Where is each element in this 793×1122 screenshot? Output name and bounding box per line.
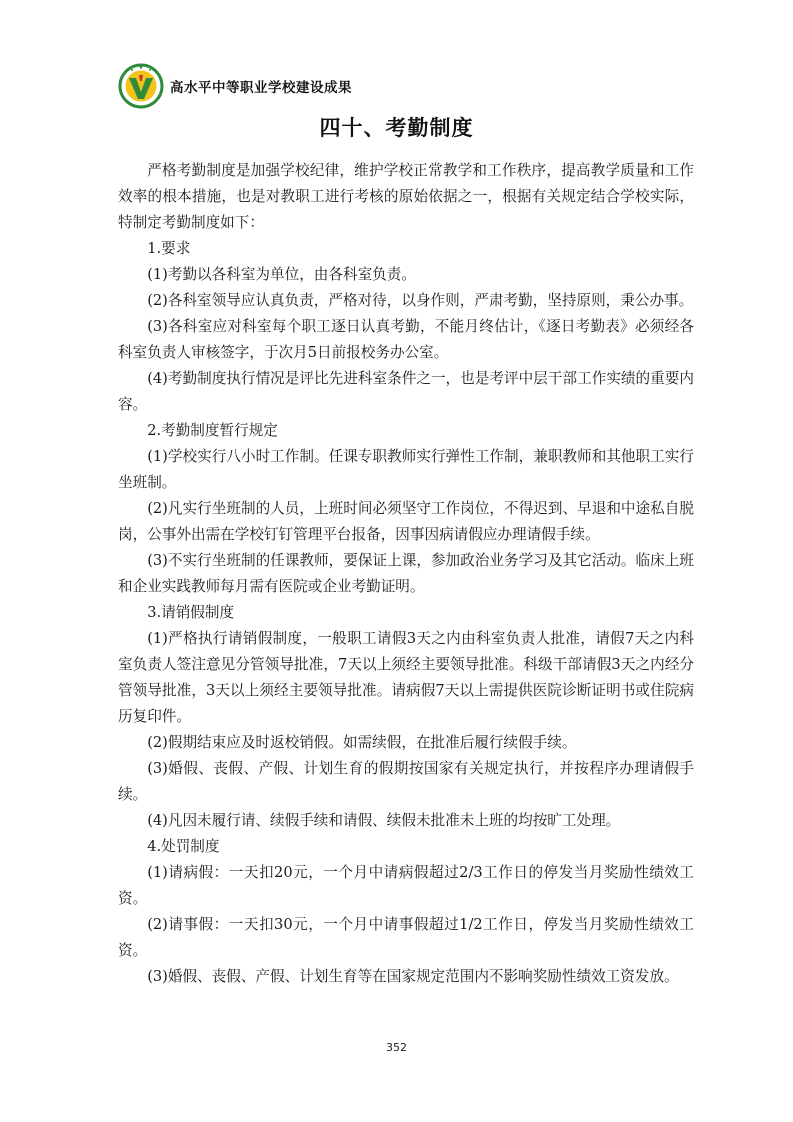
paragraph: (4)凡因未履行请、续假手续和请假、续假未批准未上班的均按旷工处理。 (147, 812, 621, 829)
header-title: 高水平中等职业学校建设成果 (170, 80, 352, 96)
section-heading: 2.考勤制度暂行规定 (147, 422, 278, 439)
paragraph: (2)各科室领导应认真负责，严格对待，以身作则，严肃考勤，坚持原则，秉公办事。 (147, 292, 694, 309)
school-logo-icon (118, 63, 164, 109)
paragraph: (3)不实行坐班制的任课教师，要保证上课，参加政治业务学习及其它活动。临床上班和企业实践教师每月需有医院或企业考勤证明。 (118, 552, 694, 595)
paragraph: (1)学校实行八小时工作制。任课专职教师实行弹性工作制，兼职教师和其他职工实行坐班制。 (118, 448, 694, 491)
paragraph: (2)假期结束应及时返校销假。如需续假，在批准后履行续假手续。 (147, 734, 577, 751)
page-title: 四十、考勤制度 (319, 116, 474, 140)
paragraph: (3)各科室应对科室每个职工逐日认真考勤，不能月终估计，《逐日考勤表》必须经各科室负责人审核签字，于次月5日前报校务办公室。 (118, 318, 694, 361)
section-heading: 4.处罚制度 (147, 838, 220, 855)
section-heading: 3.请销假制度 (147, 604, 235, 621)
paragraph: (4)考勤制度执行情况是评比先进科室条件之一，也是考评中层干部工作实绩的重要内容。 (118, 370, 694, 413)
page-header (118, 62, 352, 110)
document-body (118, 158, 694, 990)
paragraph: 严格考勤制度是加强学校纪律，维护学校正常教学和工作秩序，提高教学质量和工作效率的根本措施，也是对教职工进行考核的原始依据之一，根据有关规定结合学校实际，特制定考勤制度如下： (118, 162, 694, 231)
paragraph: (2)请事假：一天扣30元，一个月中请事假超过1/2工作日，停发当月奖励性绩效工资。 (118, 916, 694, 959)
paragraph: (1)请病假：一天扣20元，一个月中请病假超过2/3工作日的停发当月奖励性绩效工资。 (118, 864, 694, 907)
paragraph: (1)考勤以各科室为单位，由各科室负责。 (147, 266, 416, 283)
section-heading: 1.要求 (147, 240, 191, 257)
paragraph: (3)婚假、丧假、产假、计划生育等在国家规定范围内不影响奖励性绩效工资发放。 (147, 968, 679, 985)
paragraph: (3)婚假、丧假、产假、计划生育的假期按国家有关规定执行，并按程序办理请假手续。 (118, 760, 694, 803)
paragraph: (2)凡实行坐班制的人员，上班时间必须坚守工作岗位，不得迟到、早退和中途私自脱岗，公事外出需在学校钉钉管理平台报备，因事因病请假应办理请假手续。 (118, 500, 694, 543)
paragraph: (1)严格执行请销假制度，一般职工请假3天之内由科室负责人批准，请假7天之内科室负责人签注意见分管领导批准，7天以上须经主要领导批准。科级干部请假3天之内经分管领导批准，3天以上须经主要领导批准。请病假7天以上需提供医院诊断证明书或住院病历复印件。 (118, 630, 694, 725)
page-number: 352 (386, 1041, 407, 1054)
